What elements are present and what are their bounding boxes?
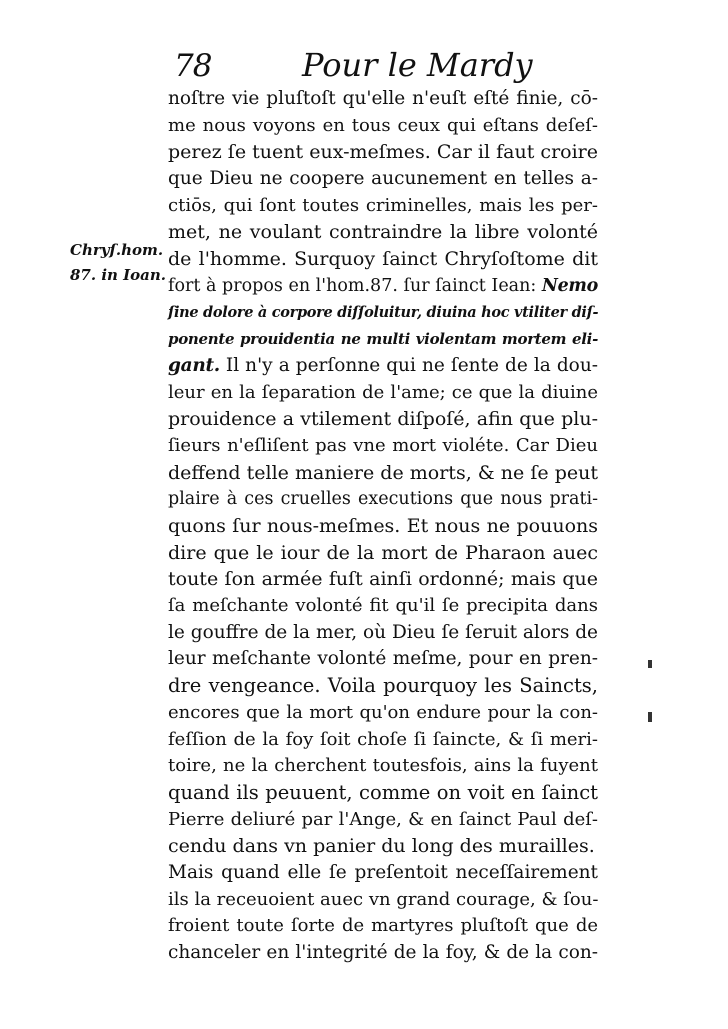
page-number: 78 [174, 48, 212, 84]
text-line: leur meſchante volonté meſme, pour en pren- [168, 648, 598, 670]
latin-quote-line: ponente prouidentia ne multi violentam mortem eli- [168, 330, 598, 349]
latin-quote-line: ſine dolore à corpore diſſoluitur, diuina hoc vtiliter diſ- [168, 303, 599, 321]
text-line: Pierre deliuré par l'Ange, & en ſainct Paul deſ- [168, 808, 598, 830]
text-line: toute ſon armée fuſt ainſi ordonné; mais que [168, 568, 598, 591]
text-line: dre vengeance. Voila pourquoy les Saincts, [168, 674, 598, 698]
text-line: noſtre vie pluſtoſt qu'elle n'euſt eſté finie, cō- [168, 88, 598, 109]
running-head: Pour le Mardy [302, 46, 533, 84]
text-line: prouidence a vtilement diſpoſé, afin que plu- [168, 408, 598, 431]
text-line: me nous voyons en tous ceux qui eſtans deſeſ- [168, 114, 598, 136]
text-line: chanceler en l'integrité de la foy, & de la con- [168, 942, 598, 963]
text-line: quons ſur nous-meſmes. Et nous ne pouuons [168, 515, 598, 537]
text-line: toire, ne la cherchent toutesfois, ains la fuyent [168, 755, 598, 777]
marginal-citation-line: Chryſ.hom. [70, 241, 164, 259]
text-line: deffend telle maniere de morts, & ne ſe peut [168, 461, 598, 484]
text-line [168, 273, 598, 300]
text-line [168, 353, 598, 380]
text-line: perez ſe tuent eux-meſmes. Car il faut croire [168, 141, 598, 164]
text-line: dire que le iour de la mort de Pharaon auec [168, 541, 598, 564]
latin-quote: Nemo [541, 275, 598, 296]
latin-quote: gant. [168, 354, 220, 376]
text-line: ctiōs, qui ſont toutes criminelles, mais les per- [168, 194, 598, 216]
text-span: fort à propos en l'hom.87. ſur ſainct Iean: [168, 275, 542, 296]
text-line: Mais quand elle ſe preſentoit neceſſairement [168, 861, 598, 883]
text-span: Il n'y a perſonne qui ne ſente de la dou- [219, 354, 598, 376]
body-text [168, 86, 598, 967]
marginal-citation [70, 238, 170, 288]
text-line: le gouffre de la mer, où Dieu ſe ſeruit alors de [168, 621, 598, 643]
text-line: ſa meſchante volonté fit qu'il ſe precipita dans [168, 595, 598, 617]
page-edge-mark [648, 712, 652, 722]
text-line: encores que la mort qu'on endure pour la con- [168, 701, 598, 723]
page-edge-mark [648, 660, 652, 668]
marginal-citation-line: 87. in Ioan. [70, 266, 167, 284]
text-line: quand ils peuuent, comme on voit en ſainct [168, 780, 598, 804]
text-line: ſieurs n'eſliſent pas vne mort violéte. Car Dieu [168, 434, 598, 456]
text-line: cendu dans vn panier du long des murailles. [168, 835, 595, 858]
text-line: ils la receuoient auec vn grand courage, & ſou- [168, 888, 599, 910]
text-line: plaire à ces cruelles executions que nous prati- [168, 489, 598, 510]
text-line: leur en la ſeparation de l'ame; ce que la diuine [168, 381, 598, 403]
text-line: de l'homme. Surquoy ſainct Chryſoſtome dit [168, 248, 598, 271]
text-line: feſſion de la foy ſoit choſe ſi ſaincte, & ſi meri- [168, 728, 598, 750]
text-line: froient toute ſorte de martyres pluſtoſt que de [168, 915, 598, 937]
text-line: met, ne voulant contraindre la libre volonté [168, 221, 598, 244]
text-line: que Dieu ne coopere aucunement en telles a- [168, 168, 598, 190]
